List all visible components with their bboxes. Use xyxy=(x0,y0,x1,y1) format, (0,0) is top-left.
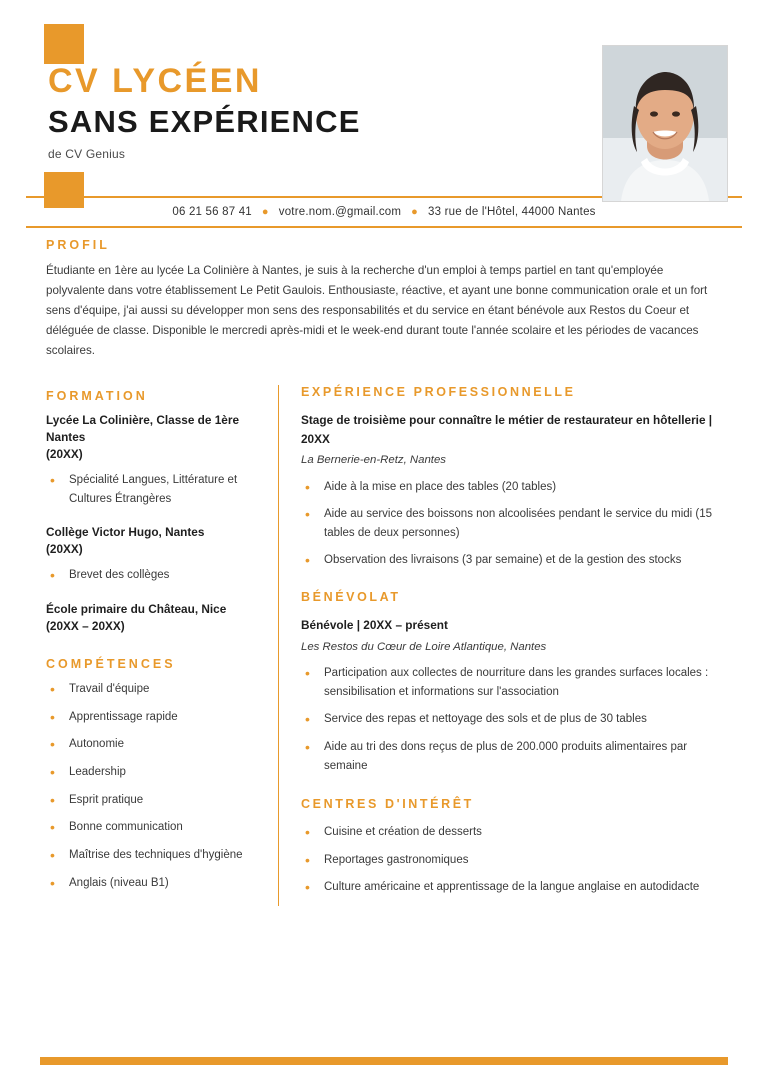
experience-entry xyxy=(301,411,728,570)
section-title-competences: COMPÉTENCES xyxy=(46,657,176,672)
list-item: • Leadership xyxy=(46,763,260,782)
list-item: • Aide au service des boissons non alcoolisées pendant le service du midi (15 tables de deux personnes) xyxy=(301,505,728,542)
page-subtitle: de CV Genius xyxy=(48,147,126,162)
list-item: • Observation des livraisons (3 par semaine) et de la gestion des stocks xyxy=(301,551,728,570)
title-block xyxy=(48,62,361,161)
page-title-line2: SANS EXPÉRIENCE xyxy=(48,104,361,140)
formation-bullets xyxy=(46,471,260,508)
column-divider xyxy=(278,385,279,906)
contact-bar xyxy=(0,198,768,226)
list-item: • Participation aux collectes de nourriture dans les grandes surfaces locales : sensibilisation et informations sur l'association xyxy=(301,664,728,701)
contact-phone[interactable]: 06 21 56 87 41 xyxy=(172,206,252,218)
right-column xyxy=(295,385,728,906)
list-item: • Bonne communication xyxy=(46,818,260,837)
page-title-line1: CV LYCÉEN xyxy=(48,62,262,100)
list-item: • Travail d'équipe xyxy=(46,680,260,699)
interets-list xyxy=(301,823,728,897)
list-item: • Aide au tri des dons reçus de plus de 200.000 produits alimentaires par semaine xyxy=(301,738,728,775)
list-item: • Service des repas et nettoyage des sols et de plus de 30 tables xyxy=(301,710,728,729)
list-item: • Maîtrise des techniques d'hygiène xyxy=(46,846,260,865)
content-columns xyxy=(0,363,768,906)
section-title-interets: CENTRES D'INTÉRÊT xyxy=(301,797,474,812)
formation-bullets xyxy=(46,566,260,585)
formation-entry xyxy=(46,601,260,635)
formation-school: École primaire du Château, Nice xyxy=(46,602,227,617)
contact-email[interactable]: votre.nom.@gmail.com xyxy=(278,206,402,218)
list-item: • Reportages gastronomiques xyxy=(301,851,728,870)
footer-bar xyxy=(40,1057,728,1065)
list-item: • Brevet des collèges xyxy=(46,566,260,585)
formation-dates: (20XX) xyxy=(46,542,83,557)
left-column xyxy=(46,385,278,906)
benevolat-entry xyxy=(301,616,728,775)
benevolat-job-title: Bénévole | 20XX – présent xyxy=(301,618,448,633)
section-title-benevolat: BÉNÉVOLAT xyxy=(301,590,401,605)
experience-job-title: Stage de troisième pour connaître le métier de restaurateur en hôtellerie | 20XX xyxy=(301,412,713,446)
bullet-separator-icon: ● xyxy=(261,205,269,218)
formation-entry xyxy=(46,412,260,509)
competences-list xyxy=(46,680,260,892)
portrait-photo-icon xyxy=(603,46,727,201)
section-title-profil: PROFIL xyxy=(46,238,110,252)
benevolat-bullets xyxy=(301,664,728,775)
experience-bullets xyxy=(301,478,728,571)
list-item: • Anglais (niveau B1) xyxy=(46,874,260,893)
formation-dates: (20XX – 20XX) xyxy=(46,619,125,634)
list-item: • Culture américaine et apprentissage de la langue anglaise en autodidacte xyxy=(301,878,728,897)
bullet-separator-icon: ● xyxy=(411,205,419,218)
list-item: • Autonomie xyxy=(46,735,260,754)
formation-entry xyxy=(46,524,260,585)
decorative-square-top xyxy=(44,24,84,64)
formation-dates: (20XX) xyxy=(46,446,83,461)
header xyxy=(0,0,768,196)
section-title-experience: EXPÉRIENCE PROFESSIONNELLE xyxy=(301,384,576,399)
formation-school: Lycée La Colinière, Classe de 1ère xyxy=(46,412,240,427)
section-profil xyxy=(0,228,768,363)
list-item: • Esprit pratique xyxy=(46,791,260,810)
list-item: • Apprentissage rapide xyxy=(46,708,260,727)
list-item: • Spécialité Langues, Littérature et Cultures Étrangères xyxy=(46,471,260,508)
profil-text: Étudiante en 1ère au lycée La Colinière à Nantes, je suis à la recherche d'un emploi à temps partiel en tant qu'employée polyvalente dans votre établissement Le Petit Gaulois. Enthousiaste, réactive, et ayant une bonne communication orale et un fort sens d'équipe, j'ai aussi su développer mon sens des responsabilités et du service en étant bénévole aux Restos du Coeur et déléguée de classe. Disponible le mercredi après-midi et le week-end durant toute l'année scolaire et les périodes de vacances scolaires. xyxy=(46,264,708,357)
contact-address: 33 rue de l'Hôtel, 44000 Nantes xyxy=(428,206,596,218)
avatar xyxy=(602,45,728,202)
list-item: • Aide à la mise en place des tables (20 tables) xyxy=(301,478,728,497)
experience-location: La Bernerie-en-Retz, Nantes xyxy=(301,454,446,467)
list-item: • Cuisine et création de desserts xyxy=(301,823,728,842)
decorative-square-bottom xyxy=(44,172,84,208)
benevolat-location: Les Restos du Cœur de Loire Atlantique, Nantes xyxy=(301,640,547,653)
formation-city: Nantes xyxy=(46,429,86,444)
section-title-formation: FORMATION xyxy=(46,388,148,403)
formation-school: Collège Victor Hugo, Nantes xyxy=(46,525,205,540)
